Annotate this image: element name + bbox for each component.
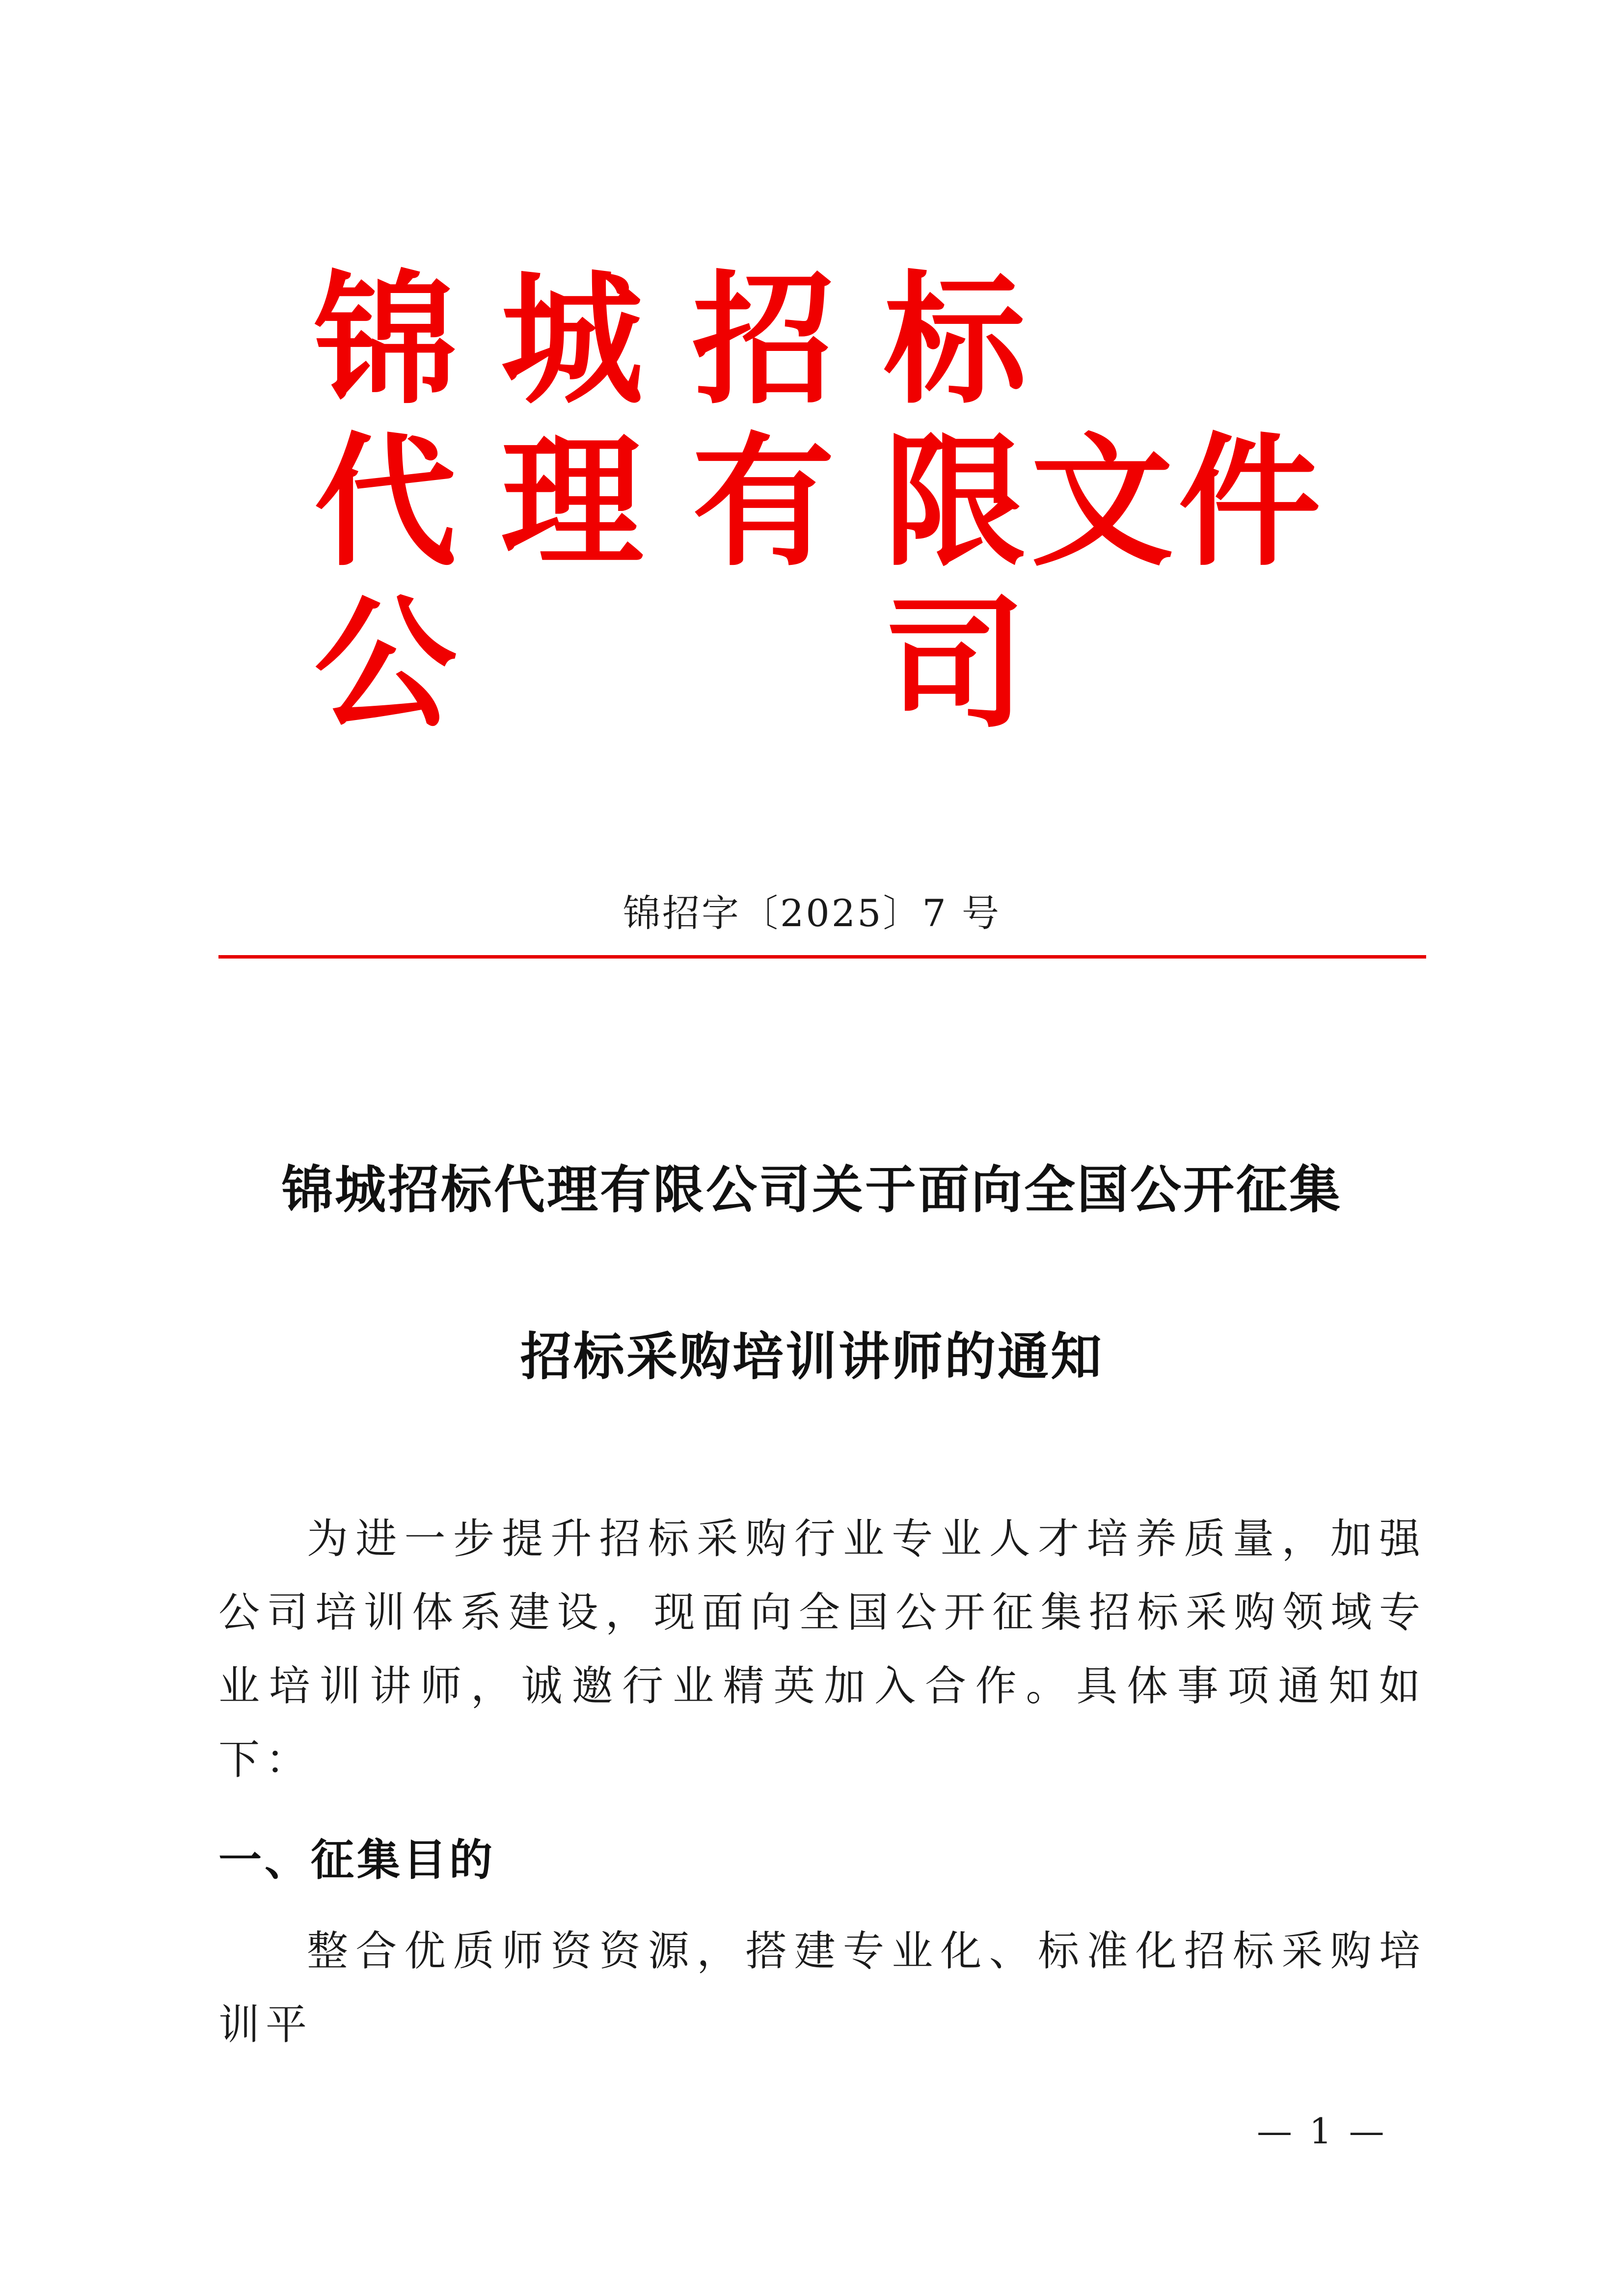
letterhead-char: 有 [692, 420, 835, 586]
letterhead [314, 255, 1345, 746]
notice-title-line-2: 招标采购培训讲师的通知 [520, 1327, 1104, 1387]
red-divider-line [218, 955, 1426, 959]
letterhead-char: 限 [884, 420, 1026, 586]
letterhead-char: 理 [501, 420, 643, 586]
letterhead-char: 锦 [314, 258, 457, 424]
letterhead-char: 城 [501, 258, 643, 424]
intro-paragraph: 为进一步提升招标采购行业专业人才培养质量，加强公司培训体系建设，现面向全国公开征集招标采购领域专业培训讲师，诚邀行业精英加入合作。具体事项通知如下： [218, 1515, 1426, 1784]
letterhead-char: 标 [884, 258, 1026, 424]
notice-title-line-1: 锦城招标代理有限公司关于面向全国公开征集 [281, 1160, 1342, 1220]
document-number: 锦招字〔2025〕7 号 [623, 891, 1001, 935]
letterhead-char: 件 [1178, 420, 1321, 586]
letterhead-char: 司 [884, 582, 1026, 748]
letterhead-char: 文 [1031, 420, 1173, 586]
letterhead-char: 代 [314, 420, 457, 586]
page-number: — 1 — [1257, 2110, 1387, 2152]
section-paragraph: 整合优质师资资源，搭建专业化、标准化招标采购培训平 [218, 1927, 1426, 2049]
letterhead-char: 公 [314, 582, 457, 748]
section-heading: 一、征集目的 [218, 1835, 496, 1885]
letterhead-char: 招 [692, 258, 835, 424]
